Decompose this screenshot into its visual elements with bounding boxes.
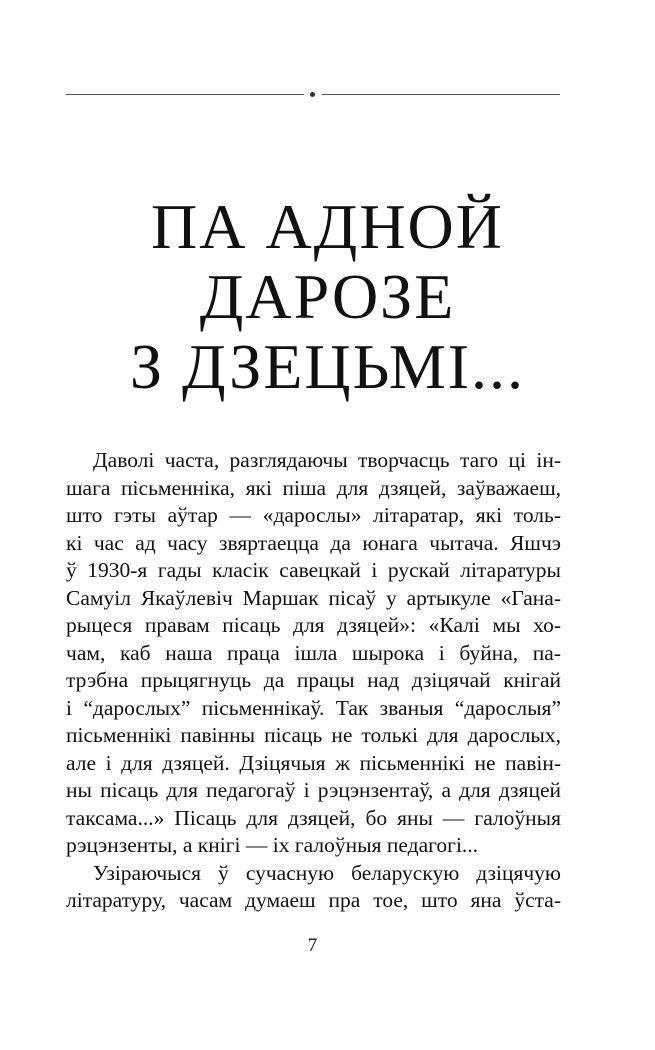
text-line: што гэты аўтар — «дарослы» літаратар, які толь- bbox=[66, 503, 561, 527]
text-line: Узіраючыся ў сучасную беларускую дзіцячую bbox=[93, 860, 561, 885]
chapter-title bbox=[40, 192, 615, 402]
ornament-line-left bbox=[66, 94, 304, 95]
ornament-line-right bbox=[322, 94, 560, 95]
text-line: і “дарослых” пісьменнікаў. Так званыя “дарослыя” bbox=[66, 695, 561, 720]
text-line: але і для дзяцей. Дзіцячыя ж пісьменнікі не павін- bbox=[66, 750, 561, 775]
text-line: кі час ад часу звяртаецца да юнага чытача. Яшчэ bbox=[66, 530, 561, 555]
text-line: чам, каб наша праца ішла шырока і буйна, па- bbox=[66, 640, 561, 665]
text-line: Даволі часта, разглядаючы творчасць таго ці ін- bbox=[93, 448, 561, 472]
paragraph bbox=[66, 860, 561, 915]
chapter-title-line: ПА АДНОЙ bbox=[151, 191, 504, 262]
text-line: літаратуру, часам думаеш пра тое, што яна ўста- bbox=[66, 888, 561, 912]
text-line: пісьменнікі павінны пісаць не толькі для дарослых, bbox=[66, 723, 561, 747]
text-line: рыцеся правам пісаць для дзяцей»: «Калі мы хо- bbox=[66, 613, 561, 637]
text-line: шага пісьменніка, які піша для дзяцей, заўважаеш, bbox=[66, 475, 561, 500]
header-ornament-rule bbox=[66, 90, 560, 99]
page-number: 7 bbox=[307, 935, 318, 956]
paragraph bbox=[66, 447, 561, 860]
text-line: таксама...» Пісаць для дзяцей, бо яны — галоўныя bbox=[66, 805, 561, 830]
ornament-dot bbox=[310, 92, 315, 97]
chapter-title-line: ДАРОЗЕ bbox=[199, 261, 456, 332]
text-line: рэцэнзенты, а кнігі — іх галоўныя педагогі... bbox=[66, 833, 479, 857]
chapter-title-line: З ДЗЕЦЬМІ... bbox=[129, 331, 526, 402]
text-line: трэбна прыцягнуць да працы над дзіцячай кнігай bbox=[66, 668, 561, 692]
body-text bbox=[66, 447, 561, 915]
text-line: ў 1930-я гады класік савецкай і рускай літаратуры bbox=[66, 558, 561, 582]
text-line: Самуіл Якаўлевіч Маршак пісаў у артыкуле «Гана- bbox=[66, 585, 561, 610]
text-line: ны пісаць для педагогаў і рэцэнзентаў, а для дзяцей bbox=[66, 778, 561, 802]
